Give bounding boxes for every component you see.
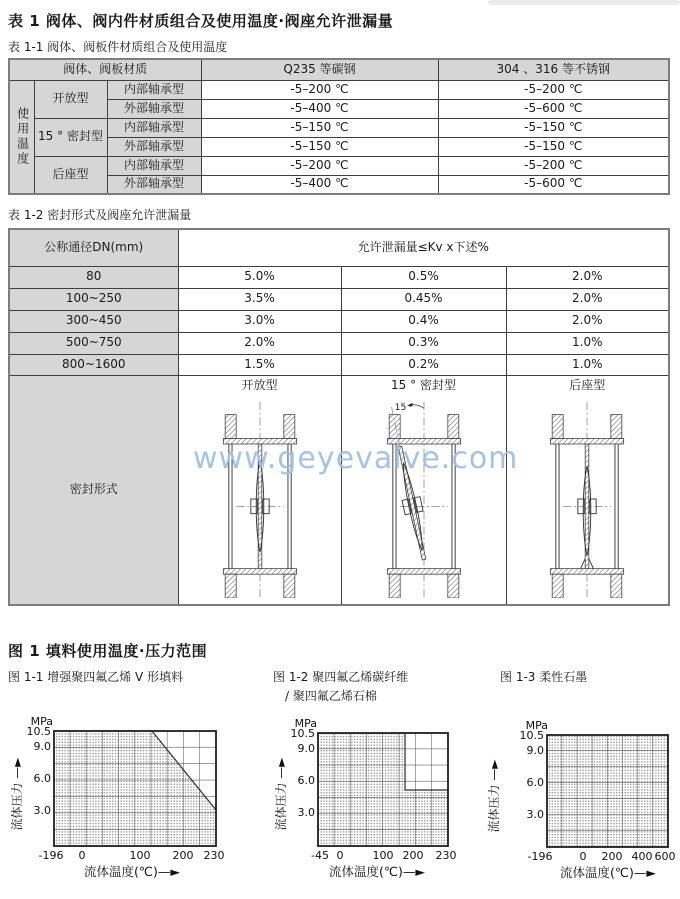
figure1-title: 图 1 填料使用温度·压力范围 [8,642,208,660]
x-tick: -196 [527,850,553,863]
unit-label: MPa [525,719,548,732]
x-tick: 100 [372,849,394,862]
caption-fig-1-2: 图 1-2 聚四氟乙烯碳纤维 [273,670,409,684]
leak-cell: 2.0% [506,288,669,310]
table-row-seal-forms [9,375,669,605]
diagram-cell-open [178,375,341,605]
diagram-cell-seal15 [341,375,506,605]
diagram-label-seal15: 15 ° 密封型 [391,377,456,392]
valve-diagram-open [179,400,341,602]
x-tick: 200 [601,850,623,863]
y-tick: 6.0 [297,774,315,787]
leak-cell: 2.0% [178,332,341,354]
table-material-temperature [8,58,670,195]
caption-fig-1-3: 图 1-3 柔性石墨 [500,670,588,684]
y-tick: 10.5 [26,725,51,738]
chart-fig-1-3 [470,702,680,892]
table-row [9,310,669,332]
table-row [9,156,669,175]
caption-fig-1-1: 图 1-1 增强聚四氟乙烯 V 形填料 [8,670,184,684]
y-tick: 9.0 [33,740,51,753]
bearing-cell: 外部轴承型 [107,175,201,194]
y-tick: 3.0 [33,804,51,817]
x-tick: 230 [435,849,457,862]
y-axis-label: 流体压力 —► [10,757,24,831]
bearing-cell: 内部轴承型 [107,118,201,137]
y-tick: 10.5 [519,729,544,742]
side-label-usage-temp: 使用温度 [9,80,34,194]
x-axis-label: 流体温度(℃)—► [329,864,425,879]
table-row [9,99,669,118]
valve-diagram-back-seat [507,400,669,602]
table-row [9,59,669,80]
x-tick: 230 [203,849,225,862]
y-tick: 3.0 [526,808,544,821]
table-row [9,80,669,99]
temp-cell: -5–200 ℃ [438,156,669,175]
dn-cell: 800~1600 [9,354,178,375]
dn-cell: 300~450 [9,310,178,332]
leak-cell: 5.0% [178,266,341,288]
header-stainless-steel: 304 、316 等不锈钢 [438,59,669,80]
x-tick: 200 [172,849,194,862]
y-axis-label: 流体压力 —► [274,757,288,831]
scan-artifact [488,0,680,5]
unit-label: MPa [294,717,317,730]
y-axis-label: 流体压力 —► [487,759,501,833]
temp-cell: -5–200 ℃ [438,80,669,99]
leak-cell: 0.2% [341,354,506,375]
bearing-cell: 内部轴承型 [107,156,201,175]
leak-cell: 3.0% [178,310,341,332]
temp-cell: -5–400 ℃ [201,99,438,118]
valve-diagram-seal15 [342,400,506,602]
table1-1-caption: 表 1-1 阀体、阀板件材质组合及使用温度 [8,40,228,54]
temp-cell: -5–200 ℃ [201,80,438,99]
temp-cell: -5–150 ℃ [201,137,438,156]
header-carbon-steel: Q235 等碳钢 [201,59,438,80]
y-tick: 6.0 [526,776,544,789]
x-axis-label: 流体温度(℃)—► [560,865,656,880]
table-row [9,118,669,137]
diagram-label-back-seat: 后座型 [569,377,606,392]
temp-cell: -5–150 ℃ [438,118,669,137]
watermark: www.geyevalve.com [193,441,519,476]
header-material: 阀体、阀板材质 [9,59,201,80]
header-dn: 公称通径DN(mm) [9,229,178,266]
x-tick: 0 [579,850,587,863]
header-leakage: 允许泄漏量≤Kv x下述% [178,229,669,266]
temp-cell: -5–600 ℃ [438,175,669,194]
leak-cell: 2.0% [506,310,669,332]
leak-cell: 2.0% [506,266,669,288]
table-row [9,332,669,354]
table-row [9,354,669,375]
x-tick: 100 [129,849,151,862]
x-axis-label: 流体温度(℃)—► [84,864,180,879]
dn-cell: 100~250 [9,288,178,310]
x-tick: 0 [336,849,344,862]
leak-cell: 0.5% [341,266,506,288]
leak-cell: 1.0% [506,354,669,375]
unit-label: MPa [30,715,53,728]
temp-cell: -5–150 ℃ [438,137,669,156]
temp-cell: -5–400 ℃ [201,175,438,194]
y-tick: 9.0 [297,742,315,755]
table-seal-leakage [8,228,670,606]
table-row [9,137,669,156]
leak-cell: 0.45% [341,288,506,310]
y-tick: 9.0 [526,744,544,757]
temp-cell: -5–150 ℃ [201,118,438,137]
y-tick: 10.5 [290,727,315,740]
leak-cell: 0.3% [341,332,506,354]
temp-cell: -5–200 ℃ [201,156,438,175]
table-row [9,175,669,194]
y-tick: 6.0 [33,772,51,785]
type-seal15: 15 ° 密封型 [34,118,107,156]
angle-annotation: 15 ° [394,401,414,413]
table-row [9,229,669,266]
table-row [9,266,669,288]
x-tick: 0 [78,849,86,862]
caption-fig-1-2-line2: / 聚四氟乙烯石棉 [285,689,377,703]
x-tick: 400 [631,850,653,863]
x-tick: -196 [38,849,64,862]
table1-title: 表 1 阀体、阀内件材质组合及使用温度·阀座允许泄漏量 [8,12,394,30]
leak-cell: 0.4% [341,310,506,332]
type-open: 开放型 [34,80,107,118]
dn-cell: 80 [9,266,178,288]
leak-cell: 1.0% [506,332,669,354]
diagram-cell-back-seat [506,375,669,605]
seal-form-label: 密封形式 [9,375,178,605]
x-tick: -45 [311,849,329,862]
bearing-cell: 内部轴承型 [107,80,201,99]
temp-cell: -5–600 ℃ [438,99,669,118]
bearing-cell: 外部轴承型 [107,137,201,156]
y-tick: 3.0 [297,806,315,819]
x-tick: 600 [654,850,676,863]
table1-2-caption: 表 1-2 密封形式及阀座允许泄漏量 [8,208,192,222]
chart-fig-1-1 [8,702,248,892]
dn-cell: 500~750 [9,332,178,354]
table-row [9,288,669,310]
x-tick: 200 [402,849,424,862]
diagram-label-open: 开放型 [241,377,278,392]
bearing-cell: 外部轴承型 [107,99,201,118]
chart-fig-1-2 [250,702,470,892]
type-back-seat: 后座型 [34,156,107,194]
leak-cell: 1.5% [178,354,341,375]
leak-cell: 3.5% [178,288,341,310]
